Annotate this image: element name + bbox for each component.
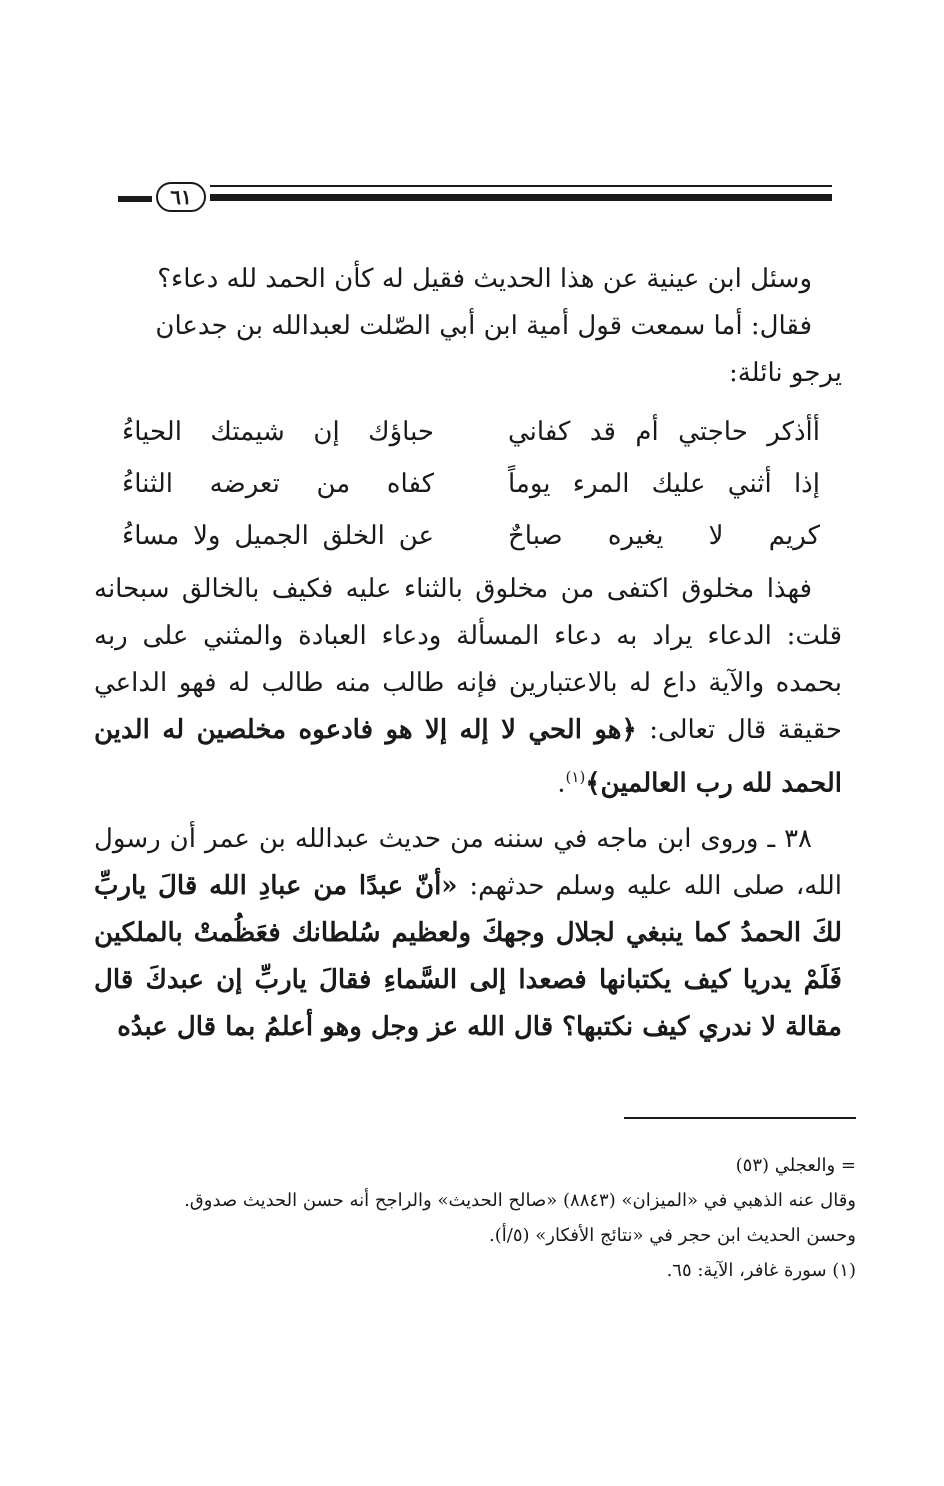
footnotes	[94, 1150, 856, 1290]
poem-hemistich-left: حباؤك إن شيمتك الحياءُ	[122, 417, 434, 447]
hadith-text	[94, 816, 842, 1051]
commentary-text	[94, 566, 842, 808]
footnote-separator	[624, 1117, 856, 1119]
page-number: ٦١	[156, 182, 206, 212]
footnote-line: (١) سورة غافر، الآية: ٦٥.	[666, 1260, 856, 1281]
header-rule-thin	[210, 185, 832, 187]
commentary-paragraph	[94, 566, 842, 808]
poem-verse	[94, 458, 842, 510]
poem-verse	[94, 406, 842, 458]
header-rule-thick	[210, 194, 832, 201]
hadith-quote: «أنّ عبدًا من عبادِ الله قالَ ياربِّ لكَ الحمدُ كما ينبغي لجلال وجهكَ ولعظيم سُلطانك فعَظُمتْ بالملكين فَلَمْ يدريا كيف يكتبانها فصعدا إلى السَّماءِ فقالَ ياربِّ إن عبدكَ قال مقالة لا ندري كيف نكتبها؟ قال الله عز وجل وهو أعلمُ بما قال عبدُه	[94, 871, 842, 1042]
quran-verse: ﴿هو الحي لا إله إلا هو فادعوه مخلصين له الدين الحمد لله رب العالمين﴾	[94, 715, 842, 799]
poem	[94, 406, 842, 562]
poem-hemistich-right: أأذكر حاجتي أم قد كفاني	[508, 417, 820, 447]
sentence-end: .	[557, 768, 566, 799]
intro-line-2: فقال: أما سمعت قول أمية ابن أبي الصّلت لعبدالله بن جدعان	[155, 311, 812, 341]
footnote-line: وقال عنه الذهبي في «الميزان» (٨٨٤٣) «صالح الحديث» والراجح أنه حسن الحديث صدوق.	[184, 1190, 856, 1211]
poem-hemistich-right: كريم لا يغيره صباحٌ	[508, 521, 820, 551]
intro-text	[94, 256, 842, 397]
poem-hemistich-left: عن الخلق الجميل ولا مساءُ	[122, 521, 434, 551]
commentary-body: فهذا مخلوق اكتفى من مخلوق بالثناء عليه فكيف بالخالق سبحانه قلت: الدعاء يراد به دعاء المسألة ودعاء العبادة والمثني على ربه بحمده والآية داع له بالاعتبارين فإنه طالب منه طالب له فهو الداعي حقيقة قال تعالى:	[94, 574, 842, 745]
footnote-line: وحسن الحديث ابن حجر في «نتائج الأفكار» (٥/أ).	[489, 1225, 856, 1246]
footnote-ref: (١)	[565, 768, 586, 786]
poem-verse	[94, 510, 842, 562]
footnote-line: = والعجلي (٥٣)	[735, 1155, 856, 1176]
intro-line-1: وسئل ابن عينية عن هذا الحديث فقيل له كأن الحمد لله دعاء؟	[157, 264, 812, 294]
hadith-intro: ٣٨ ـ وروى ابن ماجه في سننه من حديث عبدالله بن عمر أن رسول الله، صلى الله عليه وسلم حدثهم:	[94, 824, 842, 901]
hadith-paragraph	[94, 816, 842, 1051]
intro-line-3: يرجو نائلة:	[728, 358, 842, 388]
header-rule-short	[118, 196, 152, 202]
poem-hemistich-right: إذا أثني عليك المرء يوماً	[508, 469, 820, 499]
page-header	[118, 182, 832, 216]
poem-hemistich-left: كفاه من تعرضه الثناءُ	[122, 469, 434, 499]
